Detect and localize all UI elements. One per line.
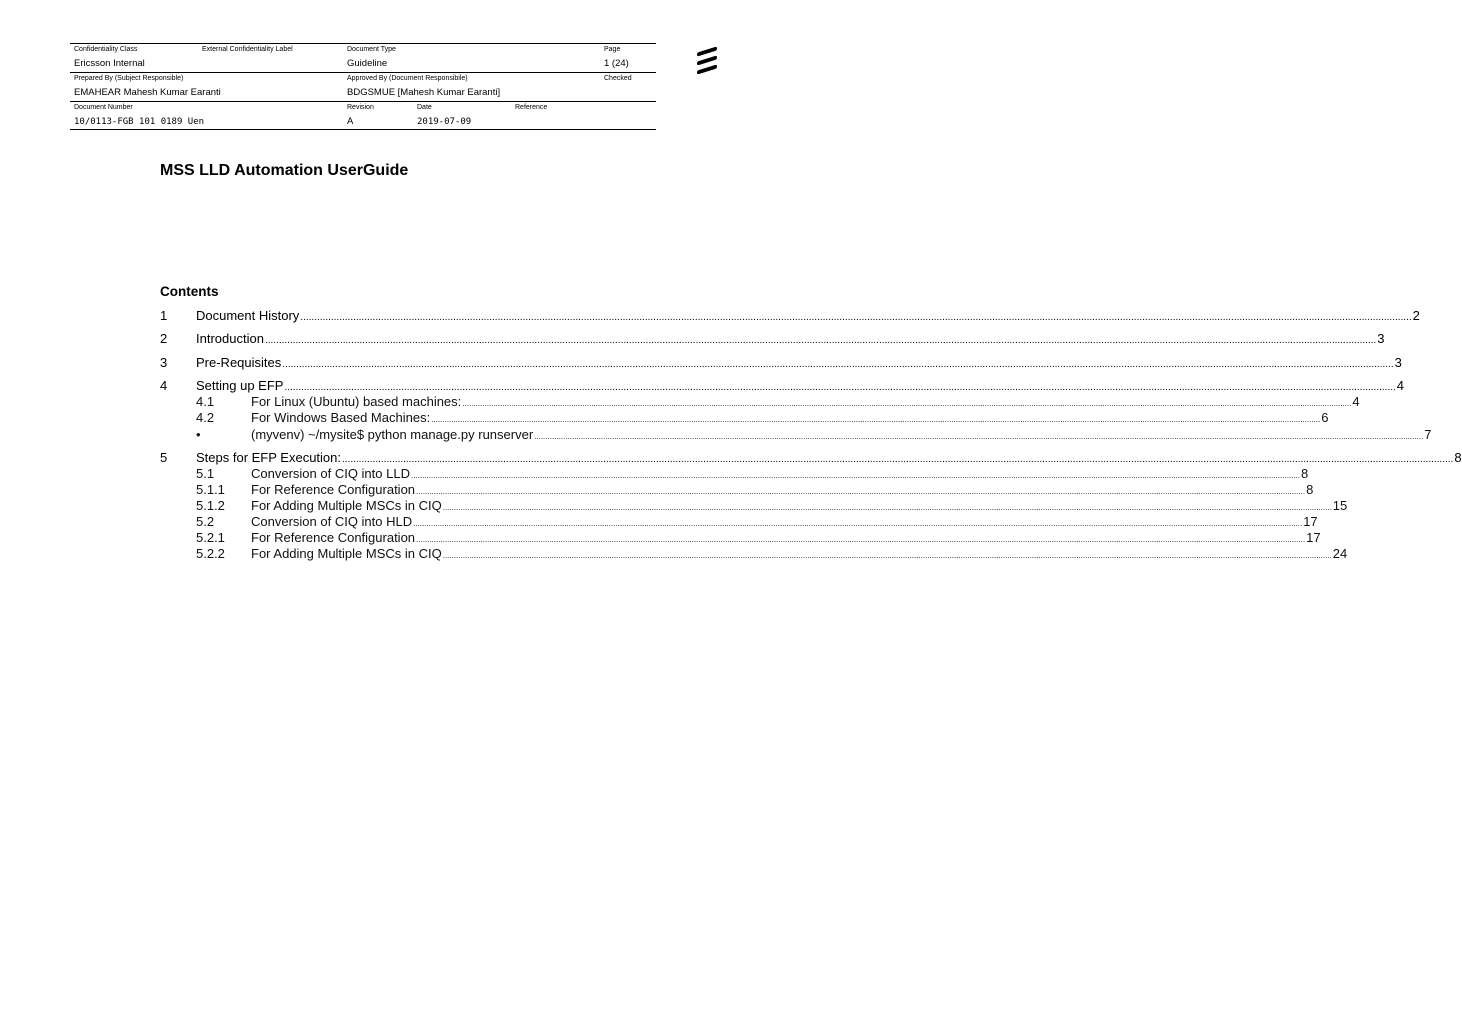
toc-entry-page: 4	[1352, 394, 1360, 409]
toc-entry[interactable]	[160, 482, 1314, 498]
prepared-by-label: Prepared By (Subject Responsible)	[74, 75, 184, 82]
toc-leader-dots: ................................................................................................................................................................................................................................................................................................................................................................................................................	[462, 399, 1352, 408]
toc-entry-number: 1	[160, 308, 168, 323]
toc-entry-number: 3	[160, 355, 168, 370]
toc-leader-dots: ................................................................................................................................................................................................................................................................................................................................................................................................................	[282, 359, 1394, 370]
checked-label: Checked	[604, 75, 632, 82]
toc-entry-page: 7	[1424, 427, 1432, 442]
toc-leader-dots: ................................................................................................................................................................................................................................................................................................................................................................................................................	[416, 535, 1306, 544]
toc-entry[interactable]	[160, 308, 1420, 324]
toc-entry-title: (myvenv) ~/mysite$ python manage.py runserver	[251, 427, 534, 442]
toc-entry-title: Conversion of CIQ into LLD	[251, 466, 410, 481]
toc-entry-number: 5.1	[196, 466, 215, 481]
toc-entry-page: 17	[1303, 514, 1318, 529]
external-label-label: External Confidentiality Label	[202, 46, 293, 53]
toc-entry-title: Document History	[196, 308, 300, 323]
toc-entry[interactable]	[160, 498, 1348, 514]
reference-label: Reference	[515, 104, 548, 111]
toc-entry[interactable]	[160, 466, 1309, 482]
toc-entry-number: 5.1.1	[196, 482, 225, 497]
ericsson-logo-icon	[696, 46, 718, 74]
toc-entry[interactable]	[160, 378, 1405, 394]
header-bottom-rule	[70, 129, 656, 130]
header-rule-1	[70, 72, 656, 73]
toc-entry-title: For Adding Multiple MSCs in CIQ	[251, 498, 442, 513]
toc-entry-number: 5.2.1	[196, 530, 225, 545]
toc-entry-page: 8	[1301, 466, 1309, 481]
toc-entry[interactable]	[160, 410, 1329, 426]
toc-entry-number: 5	[160, 450, 168, 465]
toc-entry-page: 2	[1412, 308, 1420, 323]
toc-entry-title: For Windows Based Machines:	[251, 410, 431, 425]
toc-entry[interactable]	[160, 331, 1385, 347]
toc-entry-page: 3	[1394, 355, 1402, 370]
toc-entry-page: 8	[1454, 450, 1462, 465]
header-rule-2	[70, 101, 656, 102]
toc-entry-title: Conversion of CIQ into HLD	[251, 514, 413, 529]
toc-entry-page: 15	[1332, 498, 1348, 513]
toc-entry-page: 6	[1321, 410, 1329, 425]
document-number-value: 10/0113-FGB 101 0189 Uen	[74, 117, 205, 127]
prepared-by-value: EMAHEAR Mahesh Kumar Earanti	[74, 87, 221, 98]
toc-entry-number: 4.2	[196, 410, 215, 425]
toc-leader-dots: ................................................................................................................................................................................................................................................................................................................................................................................................................	[431, 415, 1321, 424]
date-value: 2019-07-09	[417, 117, 472, 127]
toc-leader-dots: ................................................................................................................................................................................................................................................................................................................................................................................................................	[442, 503, 1332, 512]
toc-leader-dots: ................................................................................................................................................................................................................................................................................................................................................................................................................	[284, 382, 1396, 393]
toc-entry-number: 2	[160, 331, 168, 346]
toc-leader-dots: ................................................................................................................................................................................................................................................................................................................................................................................................................	[534, 432, 1424, 441]
toc-entry-page: 24	[1332, 546, 1348, 561]
header-top-rule	[70, 43, 656, 44]
toc-entry-number: 5.1.2	[196, 498, 225, 513]
page-value: 1 (24)	[604, 58, 629, 69]
toc-entry-page: 8	[1306, 482, 1314, 497]
approved-by-label: Approved By (Document Responsibile)	[347, 75, 468, 82]
document-title: MSS LLD Automation UserGuide	[160, 162, 409, 179]
contents-heading: Contents	[160, 284, 219, 299]
toc-entry-page: 17	[1306, 530, 1321, 545]
toc-entry[interactable]	[160, 514, 1318, 530]
document-number-label: Document Number	[74, 104, 133, 111]
toc-entry[interactable]	[160, 355, 1402, 371]
revision-label: Revision	[347, 104, 374, 111]
toc-leader-dots: ................................................................................................................................................................................................................................................................................................................................................................................................................	[442, 551, 1332, 560]
toc-leader-dots: ................................................................................................................................................................................................................................................................................................................................................................................................................	[410, 471, 1301, 480]
approved-by-value: BDGSMUE [Mahesh Kumar Earanti]	[347, 87, 501, 98]
document-type-value: Guideline	[347, 58, 388, 69]
toc-entry[interactable]	[160, 546, 1348, 562]
confidentiality-class-value: Ericsson Internal	[74, 58, 145, 69]
toc-entry-title: Introduction	[196, 331, 264, 346]
toc-entry-title: For Reference Configuration	[251, 482, 416, 497]
toc-entry[interactable]	[160, 427, 1432, 443]
toc-entry-title: Steps for EFP Execution:	[196, 450, 341, 465]
page-label: Page	[604, 46, 621, 53]
toc-entry-number: •	[196, 427, 201, 442]
toc-leader-dots: ................................................................................................................................................................................................................................................................................................................................................................................................................	[264, 335, 1377, 346]
toc-entry-title: For Reference Configuration	[251, 530, 416, 545]
toc-entry[interactable]	[160, 450, 1462, 466]
toc-leader-dots: ................................................................................................................................................................................................................................................................................................................................................................................................................	[413, 519, 1303, 528]
toc-leader-dots: ................................................................................................................................................................................................................................................................................................................................................................................................................	[416, 487, 1306, 496]
toc-leader-dots: ................................................................................................................................................................................................................................................................................................................................................................................................................	[342, 454, 1454, 465]
toc-entry-title: For Linux (Ubuntu) based machines:	[251, 394, 462, 409]
toc-entry-number: 5.2	[196, 514, 215, 529]
document-type-label: Document Type	[347, 46, 396, 53]
toc-entry-number: 4.1	[196, 394, 215, 409]
toc-entry-page: 3	[1377, 331, 1385, 346]
toc-entry-number: 5.2.2	[196, 546, 225, 561]
toc-leader-dots: ................................................................................................................................................................................................................................................................................................................................................................................................................	[300, 312, 1412, 323]
date-label: Date	[417, 104, 432, 111]
toc-entry-page: 4	[1396, 378, 1405, 393]
toc-entry-title: Pre-Requisites	[196, 355, 282, 370]
toc-entry-number: 4	[160, 378, 168, 393]
toc-entry-title: For Adding Multiple MSCs in CIQ	[251, 546, 442, 561]
toc-entry-title: Setting up EFP	[196, 378, 284, 393]
toc-entry[interactable]	[160, 530, 1321, 546]
confidentiality-class-label: Confidentiality Class	[74, 46, 138, 53]
revision-value: A	[347, 116, 354, 127]
toc-entry[interactable]	[160, 394, 1360, 410]
